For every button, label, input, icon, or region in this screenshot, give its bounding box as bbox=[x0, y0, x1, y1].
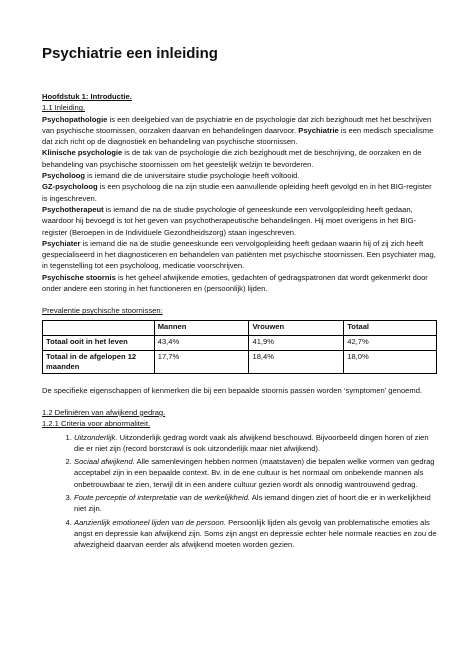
section-heading-1-2: 1.2 Definiëren van afwijkend gedrag. bbox=[42, 407, 166, 417]
table-row bbox=[43, 350, 437, 373]
prevalence-table bbox=[42, 320, 437, 374]
definition-text: is het geheel afwijkende emoties, gedachten of gedragspatronen dat wordt gekenmerkt door onder andere een storing in het functioneren en (persoonlijk) lijden. bbox=[42, 272, 428, 294]
criterion-term: Sociaal afwijkend. bbox=[74, 457, 135, 467]
table-cell: 43,4% bbox=[154, 335, 249, 350]
list-item bbox=[74, 432, 437, 455]
definition-text: is een medisch specialisme dat zich richt op de diagnostiek en behandeling van psychische stoornissen. bbox=[42, 125, 434, 147]
list-item bbox=[74, 492, 437, 515]
definition-term: GZ-psycholoog bbox=[42, 182, 98, 192]
section-heading-1-2-1: 1.2.1 Criteria voor abnormaliteit. bbox=[42, 419, 151, 429]
definitions-block bbox=[42, 114, 437, 295]
criterion-term: Aanzienlijk emotioneel lijden van de persoon. bbox=[74, 517, 226, 527]
symptoms-paragraph: De specifieke eigenschappen of kenmerken die bij een bepaalde stoornis passen worden ‘symptomen’ genoemd. bbox=[42, 385, 423, 395]
definition-term: Psychiatrie bbox=[298, 125, 339, 135]
definition-text: is iemand die na de studie psychologie of geneeskunde een vervolgopleiding heeft gedaan, waardoor hij bevoegd is tot het geven van psychotherapeutische behandelingen. Hij moet overigens in het BIG-register (Beroepen in de Individuele Gezondheidszorg) staan ingeschreven. bbox=[42, 204, 417, 237]
definition-text: is de tak van de psychologie die zich bezighoudt met de beschrijving, de oorzaken en de behandeling van psychische stoornissen om het geestelijk welzijn te bevorderen. bbox=[42, 148, 422, 169]
definition-psychotherapeut bbox=[42, 204, 437, 238]
table-header-cell bbox=[43, 320, 155, 335]
definition-psychopathologie bbox=[42, 114, 437, 148]
definition-text: is een deelgebied van de psychiatrie en de psychologie dat zich bezighoudt met het beschrijven van psychische stoornissen, oorzaken daarvan en behandelingen daarvoor. bbox=[42, 114, 432, 135]
criterion-text: Als iemand dingen ziet of hoort die er in werkelijkheid niet zijn. bbox=[74, 493, 431, 514]
definition-gz-psycholoog bbox=[42, 181, 437, 204]
definition-psychiater bbox=[42, 238, 437, 272]
table-cell: 18,4% bbox=[249, 350, 344, 373]
table-row bbox=[43, 335, 437, 350]
criterion-term: Foute perceptie of interpretatie van de werkelijkheid. bbox=[74, 493, 251, 503]
definition-term: Psychopathologie bbox=[42, 114, 108, 124]
criterion-text: Persoonlijk lijden als gevolg van problematische emoties als angst en depressie kan afwijkend zijn. Soms zijn angst en depressie echter hele normale reacties en zou de afwezigheid daarvan eerder als afwijkend moeten worden gezien. bbox=[74, 517, 437, 550]
table-cell: 42,7% bbox=[344, 335, 437, 350]
section-heading-1-1: 1.1 Inleiding. bbox=[42, 103, 86, 113]
table-header-cell: Vrouwen bbox=[249, 320, 344, 335]
prevalence-caption: Prevalentie psychische stoornissen: bbox=[42, 306, 163, 316]
definition-term: Psychotherapeut bbox=[42, 204, 104, 214]
chapter-heading: Hoofdstuk 1: Introductie. bbox=[42, 92, 132, 101]
definition-klinische-psychologie bbox=[42, 147, 437, 170]
definition-text: is iemand die na de studie geneeskunde een vervolgopleiding heeft gedaan waarin hij of zij zich heeft gespecialiseerd in het diagnosticeren en behandelen van patiënten met psychische stoornissen. Een psychiater mag, in tegenstelling tot een psycholoog, medicatie voorschrijven. bbox=[42, 238, 436, 271]
table-cell: 17,7% bbox=[154, 350, 249, 373]
definition-psychische-stoornis bbox=[42, 272, 437, 295]
table-header-cell: Totaal bbox=[344, 320, 437, 335]
document-body bbox=[42, 91, 437, 553]
criteria-list bbox=[42, 432, 437, 551]
table-header-cell: Mannen bbox=[154, 320, 249, 335]
table-cell: 18,0% bbox=[344, 350, 437, 373]
definition-term: Klinische psychologie bbox=[42, 148, 123, 158]
criterion-text: Uitzonderlijk gedrag wordt vaak als afwijkend beschouwd. Bijvoorbeeld dingen horen of zien die er niet zijn (record borstcrawl is ook uitzonderlijk maar niet afwijkend). bbox=[74, 432, 429, 453]
definition-term: Psychische stoornis bbox=[42, 272, 116, 282]
definition-text: is iemand die de universitaire studie psychologie heeft voltooid. bbox=[85, 171, 300, 181]
document-title: Psychiatrie een inleiding bbox=[42, 45, 218, 62]
table-row-label: Totaal ooit in het leven bbox=[43, 335, 155, 350]
list-item bbox=[74, 517, 437, 551]
definition-term: Psychiater bbox=[42, 238, 81, 248]
table-cell: 41,9% bbox=[249, 335, 344, 350]
definition-psycholoog bbox=[42, 170, 437, 181]
definition-term: Psycholoog bbox=[42, 171, 86, 181]
table-row-label: Totaal in de afgelopen 12 maanden bbox=[43, 350, 155, 373]
criterion-term: Uitzonderlijk. bbox=[74, 432, 118, 442]
table-header-row bbox=[43, 320, 437, 335]
definition-text: is een psycholoog die na zijn studie een aanvullende opleiding heeft gevolgd en in het BIG-register is ingeschreven. bbox=[42, 182, 432, 203]
list-item bbox=[74, 456, 437, 490]
criterion-text: Alle samenlevingen hebben normen (maatstaven) die bepalen welke vormen van gedrag acceptabel zijn in een bepaalde context. Bv. in de ene cultuur is het normaal om onbekende mannen als onbetrouwbaar te zien, terwijl dit in een andere cultuur gezien wordt als onnodig wantrouwend gedrag. bbox=[74, 457, 435, 489]
